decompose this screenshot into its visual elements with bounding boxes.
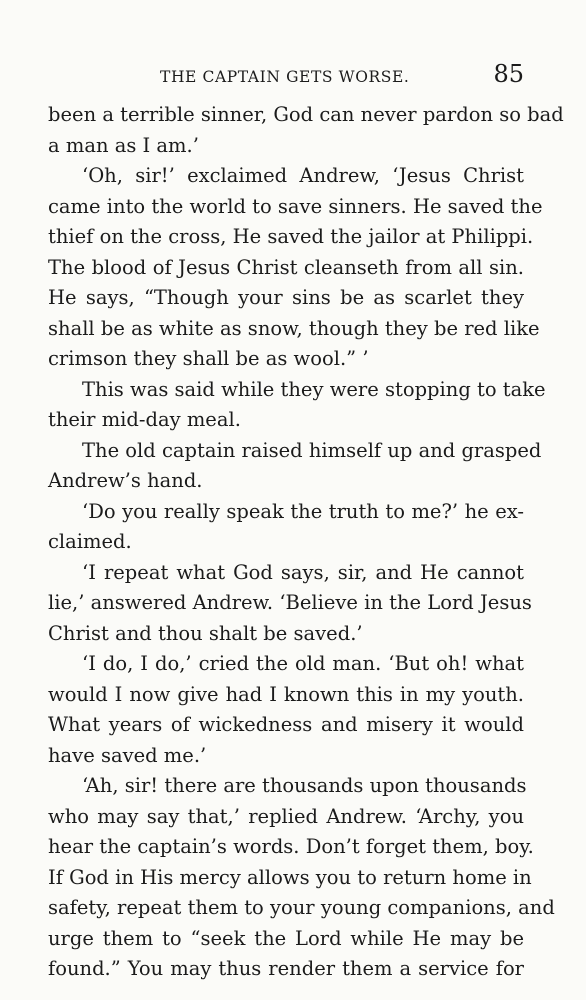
text-line: been a terrible sinner, God can never pardon so bad (48, 103, 564, 126)
text-line: ‘I repeat what God says, sir, and He cannot (82, 560, 524, 584)
text-line: urge them to “seek the Lord while He may be (48, 926, 524, 950)
chapter-running-title: THE CAPTAIN GETS WORSE. (160, 68, 410, 86)
text-line: came into the world to save sinners. He saved the (48, 194, 543, 218)
text-line: who may say that,’ replied Andrew. ‘Archy, you (48, 804, 524, 828)
text-line: Andrew’s hand. (48, 469, 203, 492)
text-line: If God in His mercy allows you to return home in (48, 865, 532, 889)
text-line: Christ and thou shalt be saved.’ (48, 621, 363, 645)
text-line: would I now give had I known this in my youth. (48, 682, 524, 706)
body-text (48, 100, 564, 985)
text-line: their mid-day meal. (48, 408, 241, 431)
text-line: What years of wickedness and misery it would (48, 713, 524, 736)
text-line: This was said while they were stopping to take (82, 377, 546, 401)
text-line: hear the captain’s words. Don’t forget them, boy. (48, 835, 534, 858)
text-line: The blood of Jesus Christ cleanseth from all sin. (48, 255, 524, 279)
page-number: 85 (493, 60, 524, 88)
text-line: have saved me.’ (48, 743, 207, 767)
text-line: lie,’ answered Andrew. ‘Believe in the Lord Jesus (48, 591, 532, 614)
text-line: The old captain raised himself up and grasped (82, 438, 542, 462)
text-line: shall be as white as snow, though they be red like (48, 316, 540, 340)
text-line: ‘Ah, sir! there are thousands upon thousands (82, 774, 527, 797)
text-line: claimed. (48, 530, 132, 553)
text-line: ‘Oh, sir!’ exclaimed Andrew, ‘Jesus Christ (82, 164, 524, 187)
text-line: ‘Do you really speak the truth to me?’ he ex- (82, 499, 524, 523)
text-line: safety, repeat them to your young companions, and (48, 896, 555, 919)
text-line: a man as I am.’ (48, 133, 199, 157)
text-line: He says, “Though your sins be as scarlet they (48, 286, 524, 309)
running-header (48, 60, 524, 96)
text-line: ‘I do, I do,’ cried the old man. ‘But oh! what (82, 652, 524, 675)
text-line: thief on the cross, He saved the jailor at Philippi. (48, 225, 534, 248)
text-line: crimson they shall be as wool.” ’ (48, 347, 369, 370)
text-line: found.” You may thus render them a service for (48, 957, 524, 980)
